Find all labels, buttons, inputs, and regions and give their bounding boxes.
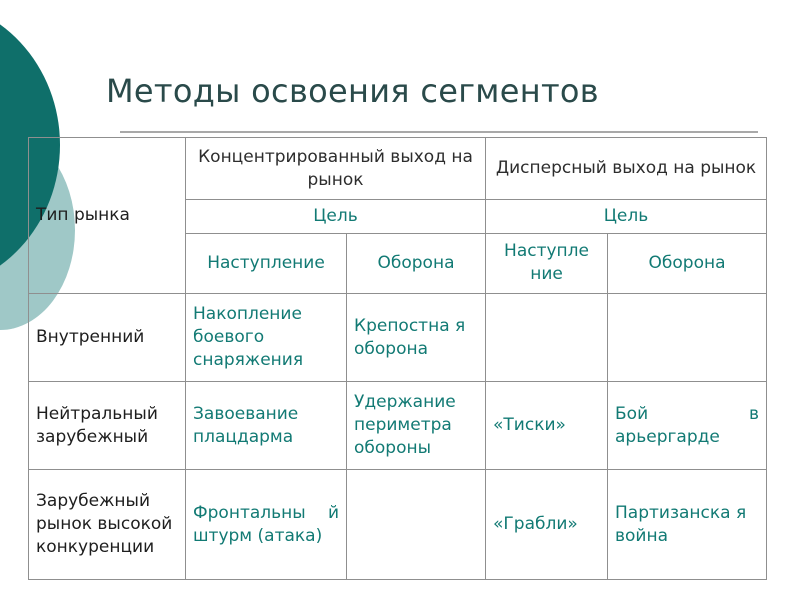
table-row xyxy=(29,294,767,382)
cell-text: Завоевание плацдарма xyxy=(193,403,299,447)
table-cell xyxy=(486,470,608,580)
table-row xyxy=(29,470,767,580)
attack-header-dispersed xyxy=(486,234,608,294)
dispersed-entry-label: Дисперсный выход на рынок xyxy=(495,158,757,179)
attack-label-concentrated: Наступление xyxy=(207,253,325,274)
table-cell xyxy=(608,382,767,470)
title-divider xyxy=(120,131,758,133)
cell-text: Накопление боевого снаряжения xyxy=(193,304,304,370)
row-label xyxy=(29,382,186,470)
row-label-text: Внутренний xyxy=(36,327,145,348)
slide-title: Методы освоения сегментов xyxy=(106,72,599,110)
concentrated-entry-header xyxy=(186,138,486,200)
goal-dispersed-header xyxy=(486,200,767,234)
row-label-text: Нейтральный зарубежный xyxy=(36,403,158,447)
table-cell xyxy=(186,382,347,470)
row-label xyxy=(29,294,186,382)
table-cell xyxy=(186,294,347,382)
goal-concentrated-header xyxy=(186,200,486,234)
cell-text: Удержание периметра обороны xyxy=(354,392,456,458)
cell-text: «Грабли» xyxy=(493,514,578,535)
market-type-header-label: Тип рынка xyxy=(36,205,130,226)
cell-text: Бой в арьергарде xyxy=(615,403,760,447)
table-cell xyxy=(347,470,486,580)
concentrated-entry-label: Концентрированный выход на рынок xyxy=(198,146,473,190)
row-label-text: Зарубежный рынок высокой конкуренции xyxy=(36,491,173,557)
table-row xyxy=(29,382,767,470)
dispersed-entry-header xyxy=(486,138,767,200)
row-label xyxy=(29,470,186,580)
cell-text: Крепостна я оборона xyxy=(354,315,466,359)
table-cell xyxy=(486,382,608,470)
table-cell xyxy=(347,382,486,470)
segment-methods-table xyxy=(28,137,767,580)
cell-text: Фронтальны й штурм (атака) xyxy=(193,502,339,546)
goal-concentrated-label: Цель xyxy=(313,206,358,227)
table-cell xyxy=(608,294,767,382)
attack-label-dispersed: Наступле ние xyxy=(504,241,589,284)
defense-label-dispersed: Оборона xyxy=(648,253,726,274)
table-cell xyxy=(186,470,347,580)
defense-label-concentrated: Оборона xyxy=(377,253,455,274)
cell-text: Партизанска я война xyxy=(615,502,747,546)
table-cell xyxy=(347,294,486,382)
defense-header-dispersed xyxy=(608,234,767,294)
attack-header-concentrated xyxy=(186,234,347,294)
market-type-header xyxy=(29,138,186,294)
goal-dispersed-label: Цель xyxy=(603,206,649,227)
cell-text: «Тиски» xyxy=(493,415,566,436)
table-cell xyxy=(608,470,767,580)
defense-header-concentrated xyxy=(347,234,486,294)
table-cell xyxy=(486,294,608,382)
